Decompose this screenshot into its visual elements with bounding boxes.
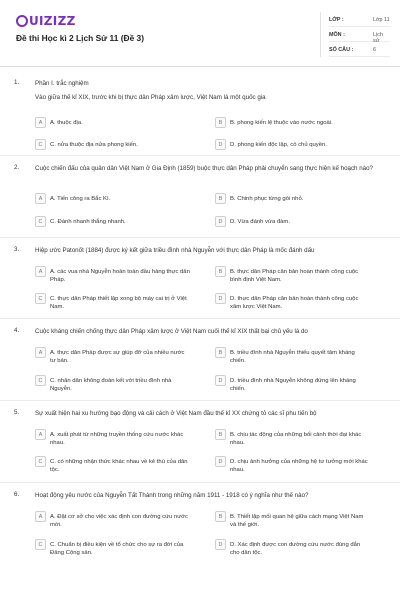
option-letter-box[interactable]: C (35, 139, 46, 150)
option-text: C. Đánh nhanh thắng nhanh. (50, 218, 126, 225)
question-separator (0, 237, 400, 238)
question-separator (0, 482, 400, 483)
option-text: B. thực dân Pháp căn bản hoàn thành công cuộc bình định Việt Nam. (230, 268, 359, 284)
question-separator (0, 400, 400, 401)
info-value: Lớp 11 (373, 17, 390, 23)
option-text: B. Chinh phục từng gói nhỏ. (230, 195, 304, 202)
option-letter-box[interactable]: D (215, 539, 226, 550)
option-letter-box[interactable]: C (35, 375, 46, 386)
option-text: C. nhân dân không đoàn kết với triều đình nhà Nguyễn. (50, 377, 172, 393)
header-divider (0, 66, 400, 67)
question-separator (0, 155, 400, 156)
quizizz-logo (16, 14, 76, 28)
option-letter-box[interactable]: D (215, 456, 226, 467)
option-letter-box[interactable]: D (215, 293, 226, 304)
option-letter-box[interactable]: C (35, 293, 46, 304)
option-letter-box[interactable]: B (215, 429, 226, 440)
option-text: B. phong kiến lệ thuộc vào nước ngoài. (230, 119, 333, 126)
question-text: Sự xuất hiện hai xu hướng bạo động và cải cách ở Việt Nam đầu thế kỉ XX chứng tỏ các sĩ phu tiến bộ (35, 410, 317, 417)
option-text: B. chịu tác động của những bối cảnh thời đại khác nhau. (230, 431, 362, 447)
option-text: D. triều đình nhà Nguyễn không đứng lên kháng chiến. (230, 377, 356, 393)
option-text: A. các vua nhà Nguyễn hoàn toàn đầu hàng thực dân Pháp. (50, 268, 190, 284)
option-text: C. thực dân Pháp thiết lập xong bộ máy cai trị ở Việt Nam. (50, 295, 187, 311)
info-label: LỚP : (329, 17, 344, 23)
info-label: MÔN : (329, 32, 345, 38)
option-text: A. thuộc địa. (50, 119, 83, 126)
option-text: A. Đặt cơ sở cho việc xác định con đường cứu nước mới. (50, 513, 188, 529)
logo-q-icon (16, 15, 28, 27)
question-text: Cuộc kháng chiến chống thực dân Pháp xâm lược ở Việt Nam cuối thế kỉ XIX thất bại chủ yếu là do (35, 328, 308, 335)
question-number: 1. (14, 79, 20, 86)
page-title: Đề thi Học kì 2 Lịch Sử 11 (Đề 3) (16, 33, 145, 43)
option-letter-box[interactable]: B (215, 511, 226, 522)
info-value: 6 (373, 47, 376, 53)
info-panel (320, 12, 390, 57)
option-text: C. nửa thuộc địa nửa phong kiến. (50, 141, 138, 148)
option-text: A. Tiến công ra Bắc Kì. (50, 195, 111, 202)
option-text: B. triều đình nhà Nguyễn thiếu quyết tâm kháng chiến. (230, 349, 355, 365)
document-header (0, 0, 400, 66)
option-letter-box[interactable]: A (35, 347, 46, 358)
option-letter-box[interactable]: A (35, 511, 46, 522)
option-text: D. Vừa đánh vừa đàm. (230, 218, 290, 225)
option-letter-box[interactable]: D (215, 375, 226, 386)
info-label: SỐ CÂU : (329, 47, 354, 53)
option-letter-box[interactable]: D (215, 216, 226, 227)
option-text: D. Xác định được con đường cứu nước đúng đắn cho dân tộc. (230, 541, 361, 557)
option-letter-box[interactable]: C (35, 539, 46, 550)
question-text: Hoạt động yêu nước của Nguyễn Tất Thành trong những năm 1911 - 1918 có ý nghĩa như thế nào? (35, 492, 309, 499)
option-text: D. thực dân Pháp căn bản hoàn thành công cuộc xâm lược Việt Nam. (230, 295, 359, 311)
option-text: A. thực dân Pháp được sự giúp đỡ của nhiều nước tư bản. (50, 349, 185, 365)
option-letter-box[interactable]: C (35, 216, 46, 227)
option-letter-box[interactable]: B (215, 266, 226, 277)
info-row-count (329, 42, 390, 57)
question-number: 5. (14, 409, 20, 416)
question-text: Cuộc chiến đấu của quân dân Việt Nam ở Gia Định (1859) buộc thực dân Pháp phải chuyển sang thực hiện kế hoạch nào? (35, 165, 373, 172)
option-letter-box[interactable]: C (35, 456, 46, 467)
option-letter-box[interactable]: A (35, 429, 46, 440)
option-text: A. xuất phát từ những truyền thống cứu nước khác nhau. (50, 431, 184, 447)
info-row-class (329, 12, 390, 27)
option-letter-box[interactable]: B (215, 193, 226, 204)
question-number: 3. (14, 246, 20, 253)
option-letter-box[interactable]: B (215, 117, 226, 128)
question-number: 6. (14, 491, 20, 498)
option-letter-box[interactable]: D (215, 139, 226, 150)
info-row-subject (329, 27, 390, 42)
section-title: Phần I. trắc nghiệm (35, 80, 89, 87)
info-value: Lịch sử (373, 32, 383, 44)
logo-text: UIZIZZ (29, 14, 76, 28)
option-letter-box[interactable]: A (35, 117, 46, 128)
option-letter-box[interactable]: A (35, 266, 46, 277)
question-text: Hiệp ước Patonốt (1884) được ký kết giữa triều đình nhà Nguyễn với thực dân Pháp là mốc đánh dấu (35, 247, 315, 254)
question-separator (0, 318, 400, 319)
option-text: C. có những nhận thức khác nhau về kẻ thù của dân tộc. (50, 458, 188, 474)
option-text: B. Thiết lập mối quan hệ giữa cách mạng Việt Nam và thế giới. (230, 513, 364, 529)
option-text: C. Chuẩn bị điều kiện về tổ chức cho sự ra đời của Đảng Cộng sản. (50, 541, 184, 557)
option-text: D. chịu ảnh hưởng của những hệ tư tưởng mới khác nhau. (230, 458, 368, 474)
question-number: 4. (14, 327, 20, 334)
option-letter-box[interactable]: B (215, 347, 226, 358)
option-letter-box[interactable]: A (35, 193, 46, 204)
option-text: D. phong kiến độc lập, có chủ quyền. (230, 141, 327, 148)
question-text: Vào giữa thế kỉ XIX, trước khi bị thực dân Pháp xâm lược, Việt Nam là một quốc gia (35, 94, 266, 101)
question-number: 2. (14, 164, 20, 171)
